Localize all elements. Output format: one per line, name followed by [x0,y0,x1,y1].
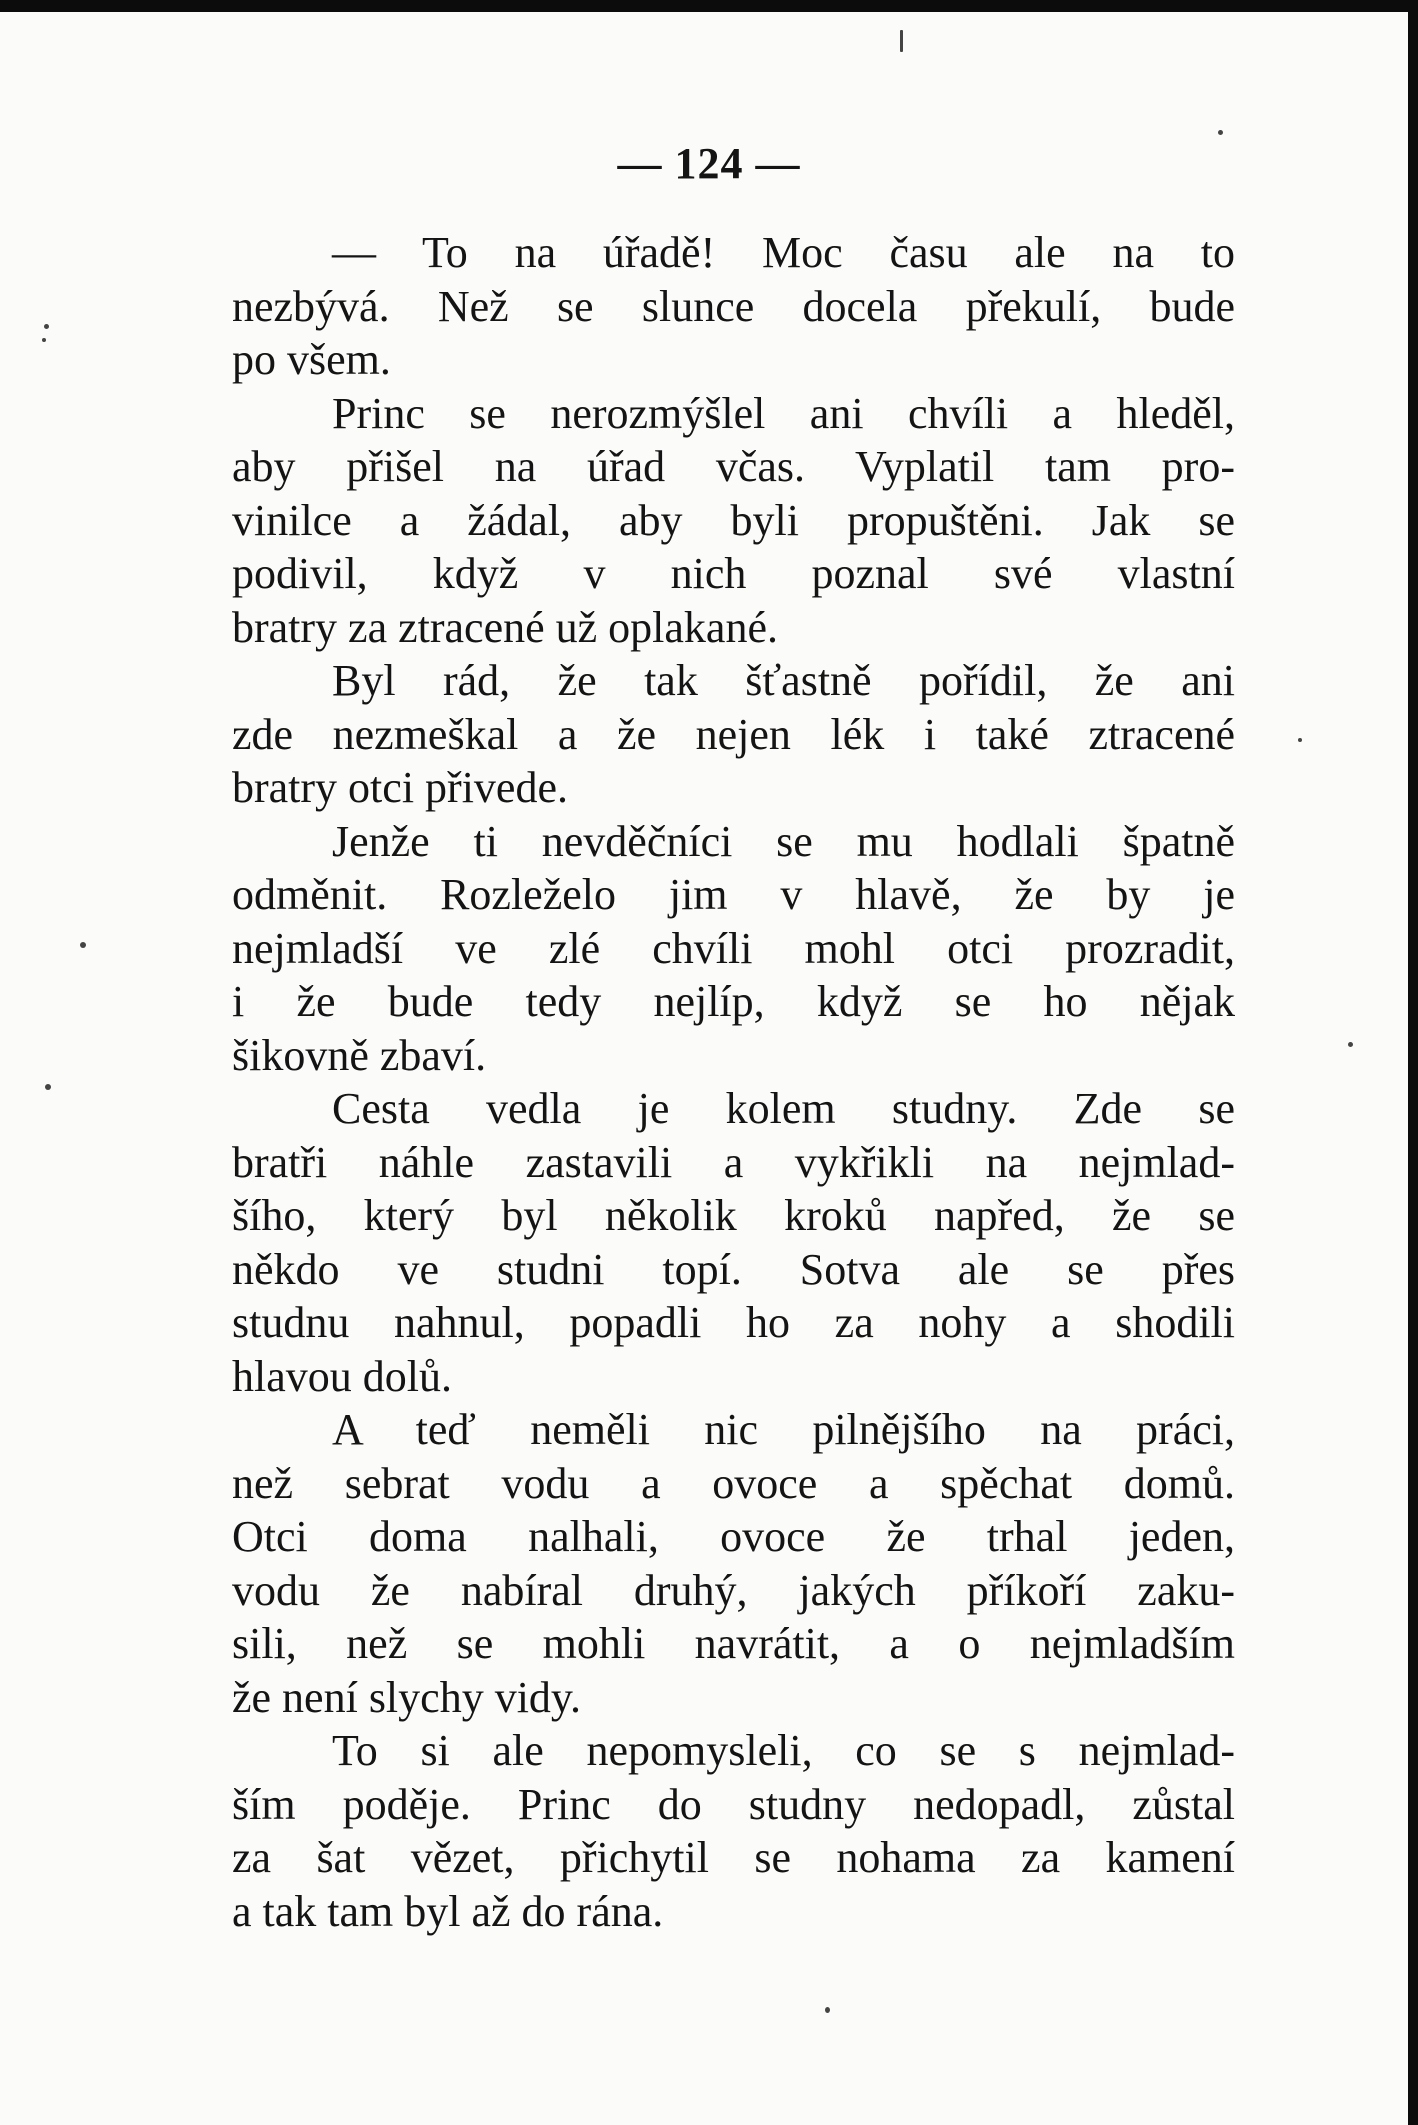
scan-speck [44,324,49,329]
scan-speck [45,1084,51,1090]
body-text [232,226,1235,1938]
page-number: — 124 — [617,139,801,188]
text-line: A teď neměli nic pilnějšího na práci, [332,1405,1235,1454]
scan-speck [80,942,86,948]
text-line: Cesta vedla je kolem studny. Zde se [332,1084,1235,1133]
text-line: bratry za ztracené už oplakané. [232,602,778,652]
text-line: To si ale nepomysleli, co se s nejmlad- [332,1726,1235,1775]
text-line: Byl rád, že tak šťastně pořídil, že ani [332,656,1235,705]
text-line: za šat vězet, přichytil se nohama za kamení [232,1833,1235,1882]
scan-speck [825,2007,830,2013]
text-line: — To na úřadě! Moc času ale na to [332,228,1235,277]
scan-speck [900,30,903,52]
text-line: podivil, když v nich poznal své vlastní [232,549,1235,598]
text-line: odměnit. Rozleželo jim v hlavě, že by je [232,870,1235,919]
scan-speck [42,338,46,342]
text-line: nejmladší ve zlé chvíli mohl otci prozradit, [232,923,1235,973]
text-line: Otci doma nalhali, ovoce že trhal jeden, [232,1512,1235,1561]
text-line: někdo ve studni topí. Sotva ale se přes [232,1244,1235,1294]
text-line: studnu nahnul, popadli ho za nohy a shodili [232,1298,1235,1347]
text-line: Princ se nerozmýšlel ani chvíli a hleděl, [332,388,1235,438]
text-line: sili, než se mohli navrátit, a o nejmladším [232,1619,1235,1668]
text-line: bratry otci přivede. [232,763,568,812]
text-line: ším poděje. Princ do studny nedopadl, zůstal [232,1779,1235,1829]
text-line: vinilce a žádal, aby byli propuštěni. Jak se [232,495,1235,545]
text-line: než sebrat vodu a ovoce a spěchat domů. [232,1458,1235,1508]
text-line: po všem. [232,335,391,384]
scan-speck [1298,738,1302,742]
text-line: zde nezmeškal a že nejen lék i také ztracené [232,709,1235,759]
text-line: že není slychy vidy. [232,1672,582,1722]
scan-speck [1218,130,1223,135]
text-line: a tak tam byl až do rána. [232,1886,664,1936]
text-line: hlavou dolů. [232,1351,452,1401]
text-line: bratři náhle zastavili a vykřikli na nejmlad- [232,1137,1235,1187]
scan-speck [1348,1042,1353,1047]
text-line: šikovně zbaví. [232,1030,487,1080]
text-line: vodu že nabíral druhý, jakých příkoří zaku- [232,1565,1235,1615]
text-line: Jenže ti nevděčníci se mu hodlali špatně [332,816,1235,866]
text-line: nezbývá. Než se slunce docela překulí, bude [232,281,1235,331]
text-line: i že bude tedy nejlíp, když se ho nějak [232,977,1235,1026]
text-line: šího, který byl několik kroků napřed, že se [232,1191,1235,1240]
text-line: aby přišel na úřad včas. Vyplatil tam pro- [232,442,1235,491]
